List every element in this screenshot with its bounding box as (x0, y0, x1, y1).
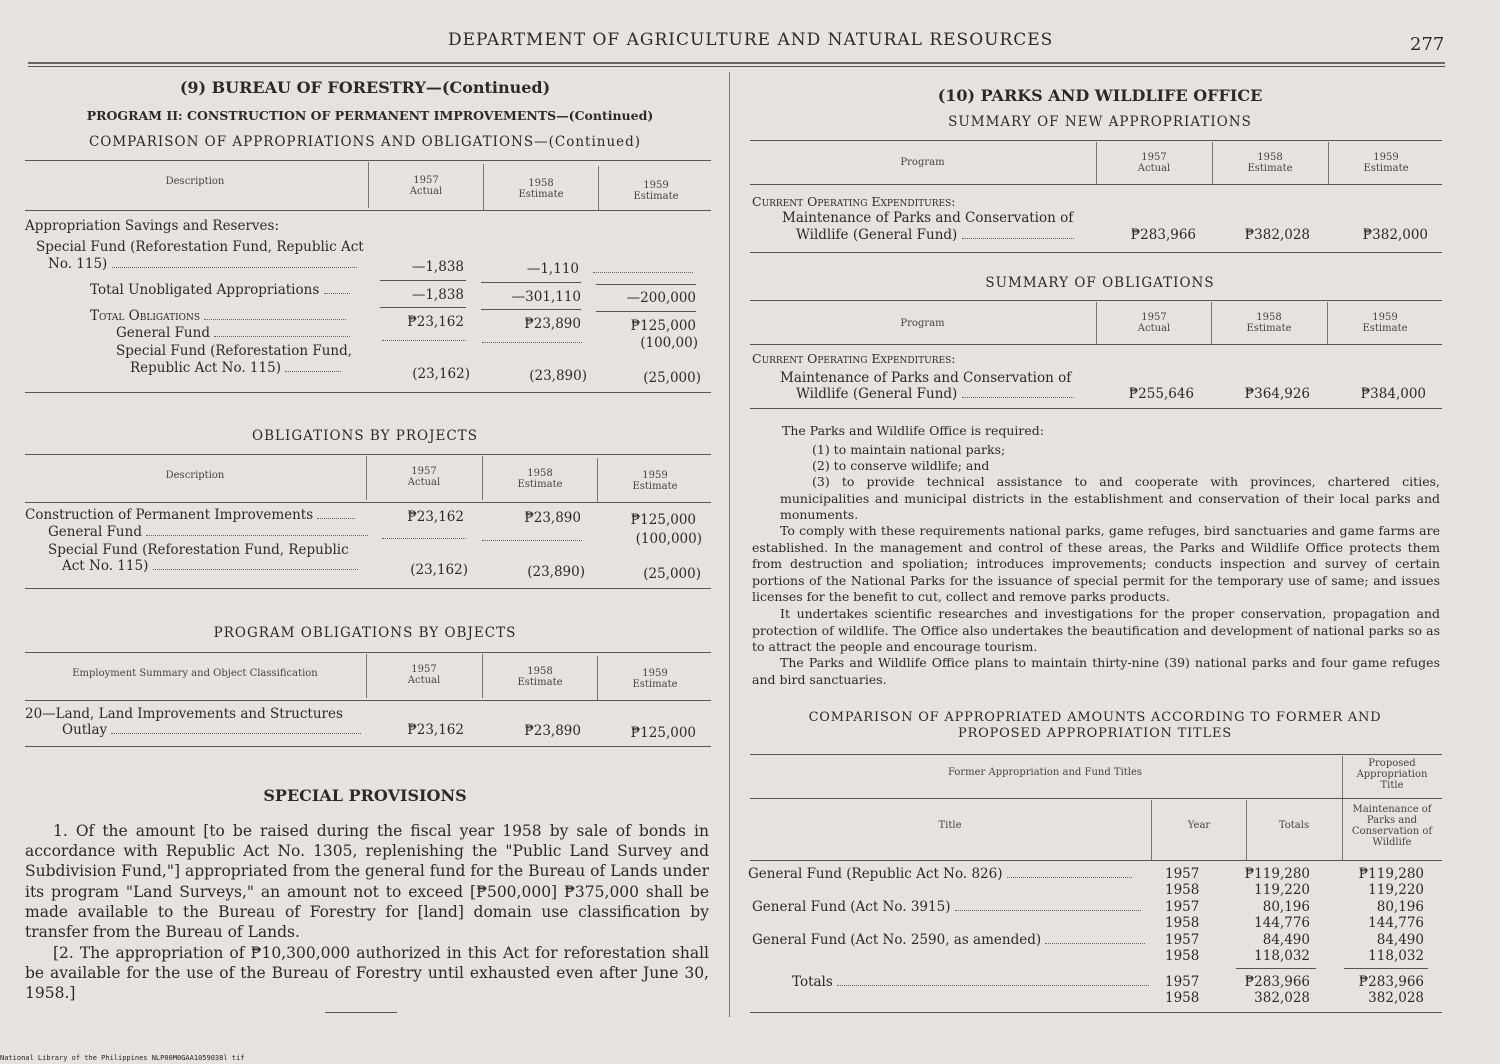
row-proposed: ₱119,280 (1358, 866, 1424, 882)
table1-rule-head (25, 210, 711, 211)
row-title: General Fund (Act No. 3915) (752, 899, 1141, 916)
table1-rule-bottom (25, 392, 711, 393)
summary-new-title: SUMMARY OF NEW APPROPRIATIONS (948, 114, 1252, 130)
table1-col-1957: 1957 Actual (409, 175, 443, 197)
t2-special-fund-label-cont: Act No. 115) (62, 558, 358, 575)
table2-col-1959: 1959 Estimate (632, 470, 678, 492)
table3-rule-top (25, 652, 711, 653)
table2-rule-bottom (25, 588, 711, 589)
rtable3-rule-top (750, 754, 1442, 755)
special-provisions-title: SPECIAL PROVISIONS (263, 786, 467, 805)
rtable2-divider (1327, 302, 1328, 344)
sum-rule (596, 284, 696, 285)
special-fund-ref-label-cont: Republic Act No. 115) (130, 360, 341, 377)
rtable2-col-program: Program (900, 318, 945, 329)
construction-label: Construction of Permanent Improvements (25, 507, 355, 524)
c-1957: ₱23,162 (407, 509, 464, 525)
special-fund-ref-label: Special Fund (Reforestation Fund, (116, 343, 353, 359)
row-year: 1957 (1165, 866, 1200, 882)
sum-rule (481, 309, 581, 310)
table2-divider (597, 458, 598, 502)
special-fund-label: Special Fund (Reforestation Fund, Republic Act (36, 239, 364, 255)
sf-1959-blank (593, 272, 693, 273)
table3-col-1959: 1959 Estimate (632, 668, 678, 690)
savings-label: Appropriation Savings and Reserves: (25, 218, 280, 234)
row-proposed: 80,196 (1376, 899, 1424, 915)
row-proposed: 144,776 (1368, 915, 1424, 931)
table3-divider (366, 654, 367, 698)
maint-label-2: Maintenance of Parks and Conservation of (780, 370, 1072, 386)
c-1958: ₱23,890 (524, 510, 581, 526)
table2-col-1958: 1958 Estimate (517, 468, 563, 490)
special-provision-1: 1. Of the amount [to be raised during the fiscal year 1958 by sale of bonds in accordance with Republic Act No. 1305, replenishing the "Public Land Survey and Subdivision Fund,"] appropriated from the general fund for the Bureau of Lands under its program "Land Surveys," an amount not to exceed [₱500,000] ₱375,000 shall be made available to the Bureau of Forestry for [land] domain use classification by transfer from the Bureau of Lands. (25, 822, 709, 942)
total-unobligated-label: Total Unobligated Appropriations (90, 282, 350, 299)
sum-rule (380, 280, 466, 281)
office-title: (10) PARKS AND WILDLIFE OFFICE (937, 86, 1263, 105)
rtable3-col-year: Year (1187, 820, 1211, 831)
rtable3-col-maint: Maintenance of Parks and Conservation of Wildlife (1351, 804, 1433, 848)
para-4: The Parks and Wildlife Office plans to maintain thirty-nine (39) national parks and four game refuges and bird sanctuaries. (752, 655, 1440, 687)
table3-col-1958: 1958 Estimate (517, 666, 563, 688)
row-year: 1958 (1165, 915, 1200, 931)
rtable3-divider (1342, 756, 1343, 860)
row-year: 1958 (1165, 990, 1200, 1006)
gf-1957-blank (382, 340, 466, 341)
row-total: 84,490 (1262, 932, 1310, 948)
para-intro: The Parks and Wildlife Office is required: (782, 423, 1044, 438)
maint-label-cont: Wildlife (General Fund) (796, 227, 1074, 244)
table1-divider (598, 166, 599, 210)
ob-1959: ₱384,000 (1360, 386, 1426, 402)
table1-divider (368, 162, 369, 208)
projects-title: OBLIGATIONS BY PROJECTS (252, 428, 478, 444)
l-1957: ₱23,162 (407, 722, 464, 738)
rtable3-divider (1246, 800, 1247, 860)
gf-1959: (100,00) (640, 335, 698, 351)
rtable1-divider (1212, 142, 1213, 184)
row-proposed: 119,220 (1368, 882, 1424, 898)
row-total: ₱283,966 (1244, 974, 1310, 990)
table3-rule-head (25, 700, 711, 701)
special-provision-2: [2. The appropriation of ₱10,300,000 authorized in this Act for reforestation shall be available for the use of the Bureau of Forestry until exhausted even after June 30, 1958.] (25, 944, 709, 1003)
table3-divider (482, 654, 483, 698)
sum-rule (481, 282, 581, 283)
current-op-label-2: Current Operating Expenditures: (752, 351, 956, 366)
running-header: DEPARTMENT OF AGRICULTURE AND NATURAL RESOURCES (448, 30, 1054, 50)
para-2: To comply with these requirements national parks, game refuges, bird sanctuaries and game farms are established. In the management and control of these areas, the Parks and Wildlife Office protects them from destruction and spoliation; introduces improvements; conducts inspection and survey of certain portions of the National Parks for the issuance of special permit for the temporary use of same; and issues licenses for the benefit to cut, collect and remove parks products. (752, 523, 1440, 604)
tu-1957: —1,838 (411, 287, 464, 303)
rtable1-col-1958: 1958 Estimate (1247, 152, 1293, 174)
totals-rule (1344, 968, 1428, 969)
rtable2-divider (1211, 302, 1212, 344)
rtable2-divider (1096, 302, 1097, 344)
end-rule (325, 1012, 397, 1013)
sum-rule (380, 307, 466, 308)
general-fund-label: General Fund (116, 325, 350, 342)
table1-col-1959: 1959 Estimate (633, 180, 679, 202)
rtable1-divider (1096, 142, 1097, 184)
gf-1958-blank (482, 342, 582, 343)
item-2: (2) to conserve wildlife; and (812, 458, 990, 473)
t2-gf-1959: (100,000) (635, 531, 702, 547)
table2-rule-head (25, 502, 711, 503)
row-year: 1957 (1165, 899, 1200, 915)
rtable1-divider (1328, 142, 1329, 184)
page-number: 277 (1410, 34, 1445, 55)
table1-divider (483, 164, 484, 210)
table2-col-description: Description (165, 470, 225, 481)
summary-obligations-title: SUMMARY OF OBLIGATIONS (985, 275, 1215, 291)
total-obligations-label: Total Obligations (90, 308, 346, 325)
t2-gf-1958-blank (482, 540, 582, 541)
scan-footer: National Library of the Philippines NLP00M0GAA1059038l tif (0, 1054, 245, 1062)
row-title: General Fund (Republic Act No. 826) (748, 866, 1132, 883)
na-1957: ₱283,966 (1130, 227, 1196, 243)
column-divider (729, 72, 730, 1017)
row-year: 1957 (1165, 974, 1200, 990)
sf-1958: —1,110 (526, 261, 579, 277)
bureau-title: (9) BUREAU OF FORESTRY—(Continued) (179, 78, 551, 97)
table2-divider (482, 456, 483, 500)
rtable3-rule-mid (750, 798, 1442, 799)
rtable2-col-1957: 1957 Actual (1137, 312, 1171, 334)
sp-1958: (23,890) (529, 368, 587, 384)
para-3: It undertakes scientific researches and investigations for the proper conservation, propagation and protection of wildlife. The Office also undertakes the beautification and development of national parks so as to attract the people and encourage tourism. (752, 606, 1440, 654)
rtable1-rule-bottom (750, 252, 1442, 253)
row-proposed: 84,490 (1376, 932, 1424, 948)
rtable3-rule-bottom (750, 1012, 1442, 1013)
table1-col-1958: 1958 Estimate (518, 178, 564, 200)
to-1959: ₱125,000 (630, 318, 696, 334)
sum-rule (596, 311, 696, 312)
to-1958: ₱23,890 (524, 316, 581, 332)
row-proposed: ₱283,966 (1358, 974, 1424, 990)
row-year: 1957 (1165, 932, 1200, 948)
objects-title: PROGRAM OBLIGATIONS BY OBJECTS (213, 625, 517, 641)
rtable2-rule-bottom (750, 408, 1442, 409)
rtable2-rule-top (750, 300, 1442, 301)
na-1958: ₱382,028 (1244, 227, 1310, 243)
table3-rule-bottom (25, 746, 711, 747)
program-title: PROGRAM II: CONSTRUCTION OF PERMANENT IMPROVEMENTS—(Continued) (86, 108, 654, 123)
tu-1958: —301,110 (511, 289, 581, 305)
land-label-cont: Outlay (62, 722, 361, 739)
rtable1-col-program: Program (900, 157, 945, 168)
table3-col-description: Employment Summary and Object Classification (72, 668, 318, 679)
c-1959: ₱125,000 (630, 512, 696, 528)
row-total: 144,776 (1254, 915, 1310, 931)
l-1958: ₱23,890 (524, 723, 581, 739)
l-1959: ₱125,000 (630, 725, 696, 741)
row-proposed: 118,032 (1368, 948, 1424, 964)
ob-1958: ₱364,926 (1244, 386, 1310, 402)
row-total: ₱119,280 (1244, 866, 1310, 882)
table1-col-description: Description (165, 176, 225, 187)
rtable3-col-totals: Totals (1278, 820, 1310, 831)
row-title: Totals (792, 974, 1149, 991)
item-3: (3) to provide technical assistance to and cooperate with provinces, chartered cities, municipalities and municipal districts in the establishment and conservation of their local parks and monuments. (780, 474, 1440, 522)
rtable1-rule-top (750, 140, 1442, 141)
t2-sp-1958: (23,890) (527, 564, 585, 580)
rtable3-col-former: Former Appropriation and Fund Titles (947, 767, 1143, 778)
table2-divider (366, 456, 367, 500)
ob-1957: ₱255,646 (1128, 386, 1194, 402)
tu-1959: —200,000 (626, 290, 696, 306)
current-op-label: Current Operating Expenditures: (752, 194, 956, 209)
row-total: 118,032 (1254, 948, 1310, 964)
totals-rule (1236, 968, 1316, 969)
na-1959: ₱382,000 (1362, 227, 1428, 243)
rtable2-col-1958: 1958 Estimate (1246, 312, 1292, 334)
sp-1959: (25,000) (643, 370, 701, 386)
row-title: General Fund (Act No. 2590, as amended) (752, 932, 1145, 949)
row-total: 80,196 (1262, 899, 1310, 915)
sp-1957: (23,162) (412, 366, 470, 382)
row-proposed: 382,028 (1368, 990, 1424, 1006)
row-total: 382,028 (1254, 990, 1310, 1006)
t2-sp-1959: (25,000) (643, 566, 701, 582)
comparison-titles: COMPARISON OF APPROPRIATED AMOUNTS ACCORDING TO FORMER AND PROPOSED APPROPRIATION TITLES (808, 710, 1382, 741)
rtable1-rule-head (750, 184, 1442, 185)
rtable1-col-1957: 1957 Actual (1137, 152, 1171, 174)
row-total: 119,220 (1254, 882, 1310, 898)
header-rule-thin (28, 66, 1445, 67)
table3-col-1957: 1957 Actual (407, 664, 441, 686)
to-1957: ₱23,162 (407, 314, 464, 330)
rtable3-rule-head (750, 860, 1442, 861)
item-1: (1) to maintain national parks; (812, 442, 1006, 457)
rtable2-rule-head (750, 344, 1442, 345)
row-year: 1958 (1165, 948, 1200, 964)
special-fund-label-cont: No. 115) (48, 256, 357, 273)
t2-gf-1957-blank (382, 538, 466, 539)
maint-label: Maintenance of Parks and Conservation of (782, 210, 1074, 226)
table2-rule-top (25, 454, 711, 455)
rtable3-col-proposed: Proposed Appropriation Title (1356, 758, 1428, 791)
t2-sp-1957: (23,162) (410, 562, 468, 578)
table1-rule-top (25, 160, 711, 161)
comparison-title: COMPARISON OF APPROPRIATIONS AND OBLIGATIONS—(Continued) (88, 134, 642, 150)
t2-general-fund-label: General Fund (48, 524, 368, 541)
land-label: 20—Land, Land Improvements and Structures (25, 706, 343, 722)
sf-1957: —1,838 (411, 259, 464, 275)
t2-special-fund-label: Special Fund (Reforestation Fund, Republic (48, 542, 349, 558)
rtable3-col-title: Title (938, 820, 962, 831)
rtable1-col-1959: 1959 Estimate (1363, 152, 1409, 174)
rtable2-col-1959: 1959 Estimate (1362, 312, 1408, 334)
rtable3-divider (1151, 800, 1152, 860)
header-rule (28, 62, 1445, 64)
table2-col-1957: 1957 Actual (407, 466, 441, 488)
table3-divider (597, 656, 598, 700)
row-year: 1958 (1165, 882, 1200, 898)
maint-label-2-cont: Wildlife (General Fund) (796, 386, 1074, 403)
